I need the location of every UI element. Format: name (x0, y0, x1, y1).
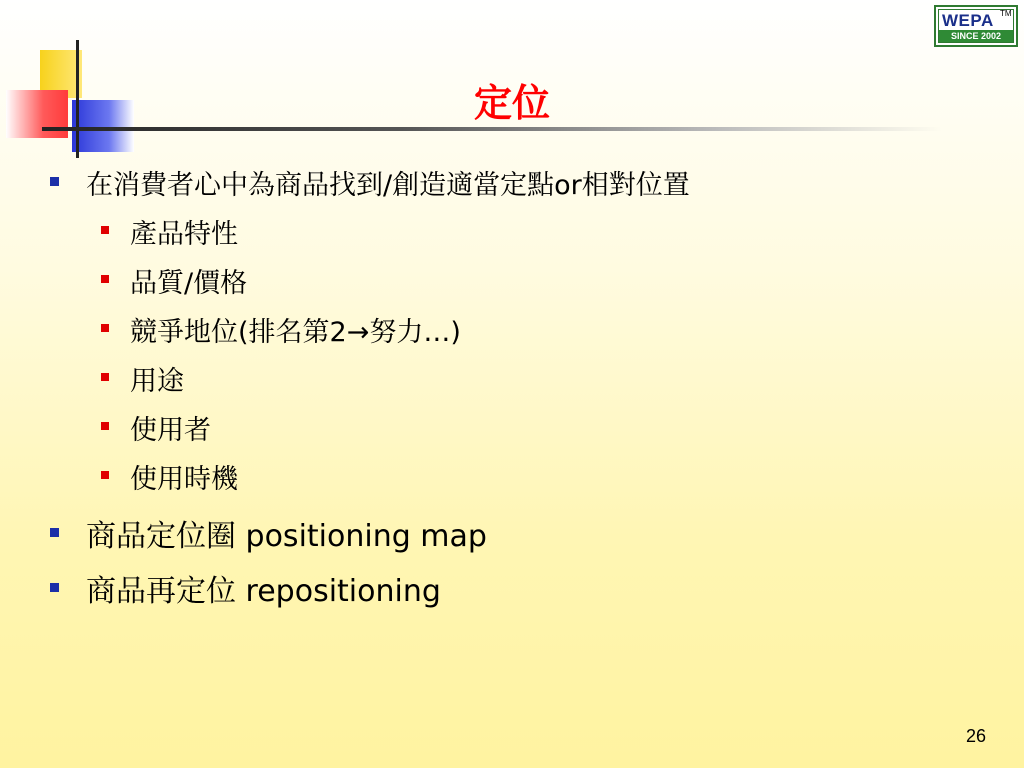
slide-title: 定位 (473, 81, 550, 125)
sub-bullet-item-2: 品質/價格 (130, 268, 248, 299)
logo-since: SINCE 2002 (939, 30, 1013, 42)
sub-bullet-square-icon (101, 226, 109, 234)
sub-bullet-item-6: 使用時機 (130, 464, 238, 495)
bullet-item-3: 商品再定位 repositioning (86, 574, 441, 609)
page-number: 26 (966, 726, 987, 746)
sub-bullet-item-1: 產品特性 (130, 219, 238, 250)
logo-word: WEPA (942, 11, 994, 30)
bullet-item-1: 在消費者心中為商品找到/創造適當定點or相對位置 (86, 170, 690, 201)
sub-bullet-square-icon (101, 422, 109, 430)
title-underline (42, 127, 942, 131)
sub-bullet-square-icon (101, 373, 109, 381)
sub-bullet-item-4: 用途 (130, 366, 184, 397)
bullet-square-icon (50, 528, 59, 537)
bullet-square-icon (50, 177, 59, 186)
bullet-square-icon (50, 583, 59, 592)
wepa-logo (934, 5, 1018, 47)
bullet-item-2: 商品定位圈 positioning map (86, 519, 487, 554)
sub-bullet-square-icon (101, 324, 109, 332)
sub-bullet-item-5: 使用者 (130, 415, 211, 446)
logo-trademark: TM (1000, 9, 1012, 18)
sub-bullet-item-3: 競爭地位(排名第2→努力…) (130, 317, 461, 348)
sub-bullet-square-icon (101, 275, 109, 283)
sub-bullet-square-icon (101, 471, 109, 479)
